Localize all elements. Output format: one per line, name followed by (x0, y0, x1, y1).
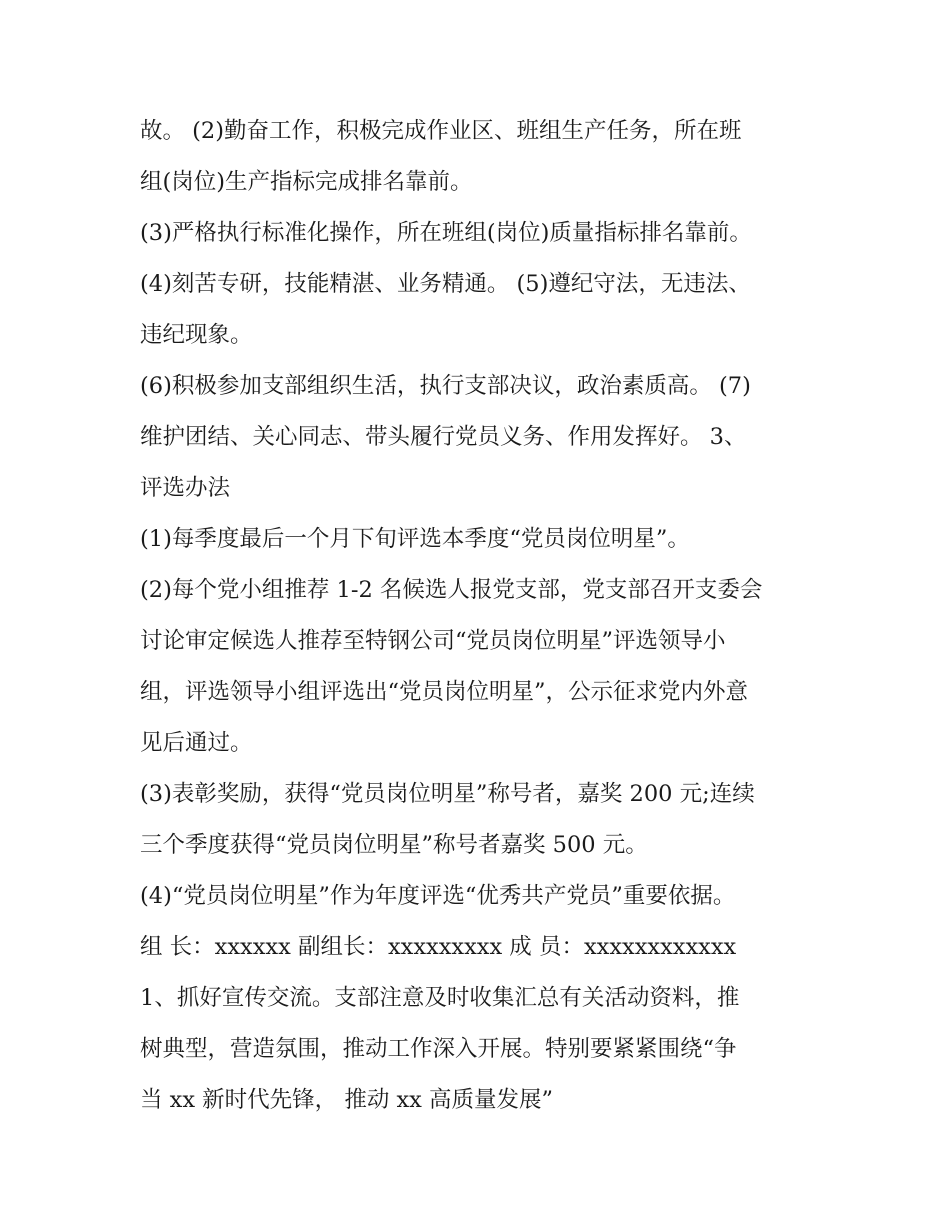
group-members-line: 组 长：xxxxxx 副组长：xxxxxxxxx 成 员：xxxxxxxxxxxx (140, 934, 737, 960)
text-line: (2)每个党小组推荐 1-2 名候选人报党支部，党支部召开支委会 (140, 577, 763, 603)
text-line: 违纪现象。 (140, 322, 253, 348)
text-line: 见后通过。 (140, 730, 253, 756)
text-line: 组，评选领导小组评选出“党员岗位明星”，公示征求党内外意 (140, 679, 749, 705)
text-line: 1、抓好宣传交流。支部注意及时收集汇总有关活动资料，推 (140, 985, 740, 1011)
text-line: (4)“党员岗位明星”作为年度评选“优秀共产党员”重要依据。 (140, 883, 736, 909)
text-line: (1)每季度最后一个月下旬评选本季度“党员岗位明星”。 (140, 526, 690, 552)
text-line: (3)表彰奖励，获得“党员岗位明星”称号者，嘉奖 200 元;连续 (140, 781, 755, 807)
text-line: (4)刻苦专研，技能精湛、业务精通。 (5)遵纪守法，无违法、 (140, 271, 751, 297)
section-heading: 评选办法 (140, 475, 231, 501)
text-line: (6)积极参加支部组织生活，执行支部决议，政治素质高。 (7) (140, 373, 751, 399)
text-line: 树典型，营造氛围，推动工作深入开展。特别要紧紧围绕“争 (140, 1036, 737, 1062)
text-line: 组(岗位)生产指标完成排名靠前。 (140, 169, 473, 195)
text-line: (3)严格执行标准化操作，所在班组(岗位)质量指标排名靠前。 (140, 220, 752, 246)
text-line: 当 xx 新时代先锋， 推动 xx 高质量发展” (140, 1087, 554, 1113)
document-body (140, 106, 820, 1126)
text-line: 维护团结、关心同志、带头履行党员义务、作用发挥好。 3、 (140, 424, 747, 450)
text-line: 三个季度获得“党员岗位明星”称号者嘉奖 500 元。 (140, 832, 648, 858)
text-line: 讨论审定候选人推荐至特钢公司“党员岗位明星”评选领导小 (140, 628, 726, 654)
text-line: 故。 (2)勤奋工作，积极完成作业区、班组生产任务，所在班 (140, 118, 742, 144)
